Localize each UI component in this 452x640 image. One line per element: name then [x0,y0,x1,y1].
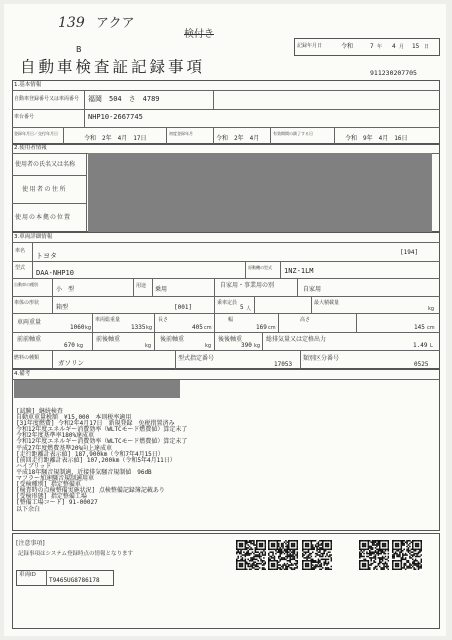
displacement-value: 1.49 [413,342,428,349]
rear-rear-axle-label: 後後軸重 [218,336,243,343]
width-label: 幅 [228,317,234,323]
front-front-axle-unit: kg [77,343,84,349]
note-line: [前回走行距離計表示値] 107,200km（令和5年4月11日） [16,456,176,464]
record-date-month-unit: 月 [399,44,405,50]
class-number-label: 類別区分番号 [303,355,340,362]
rear-front-axle-label: 後前軸重 [160,336,185,343]
notice-text: 記録事項はシステム登録時点の情報となります [18,551,133,557]
front-front-axle-value: 670 [64,342,75,349]
base-location-label: 使用の本拠の位置 [15,214,72,221]
user-address-label: 使用者の住所 [22,186,68,193]
note-line: マフラー加速騒音規制適用車 [16,475,95,483]
capacity-value: 5 [240,304,244,311]
note-line: 令和12年度エネルギー消費効率（WLTCモード燃費値）算定未了 [16,438,188,446]
gross-weight-unit: kg [146,325,153,331]
issue-date-label: 登録年月日／交付年月日 [14,131,58,136]
kind-value: 小 型 [56,286,75,293]
note-line: 令和12年度エネルギー消費効率（WLTCモード燃費値）算定未了 [16,426,188,434]
shape-label: 車体の形状 [14,300,40,306]
weight-value: 1060 [70,324,85,331]
reg-number-value: 福岡 504 さ 4789 [88,95,160,103]
capacity-label: 乗車定員 [217,300,238,306]
capacity-unit: 人 [246,306,252,312]
first-reg-label: 初度登録年月 [169,131,193,136]
expiry-value: 令和 9年 4月 16日 [345,135,408,142]
qr-code-2 [268,540,298,570]
record-date-year-unit: 年 [377,44,383,50]
record-date-day-unit: 日 [424,44,430,50]
max-load-label: 最大積載量 [314,300,340,306]
issue-date-value: 令和 2年 4月 17日 [84,135,147,142]
note-line: 平成18年騒音規制適，近接排気騒音規制値 96dB [16,468,152,476]
record-date-day: 15 [412,43,420,50]
displacement-unit: L [430,343,433,349]
maker-code: [194] [400,249,419,256]
note-line: [受検種別] 指定整備車 [16,481,81,489]
notice-header: [注意事項] [16,540,45,547]
front-front-axle-label: 前前軸重 [17,336,42,343]
expiry-label: 有効期間の満了する日 [273,131,313,136]
record-date-label: 記録年月日 [297,43,323,49]
qr-code-1 [236,540,266,570]
purpose-value: 自家用 [303,286,322,293]
weight-unit: kg [85,325,92,331]
section3-header: 3.車両詳細情報 [14,234,53,240]
redacted-user-info [88,153,432,232]
letter-b: B [76,45,82,54]
purpose-label: 自家用・事業用の別 [220,282,275,289]
use-value: 乗用 [155,286,168,293]
record-date-year: 7 [370,43,374,50]
width-unit: cm [268,325,276,331]
record-date-month: 4 [392,43,396,50]
note-line: [整備工場コード] 91-00027 [16,499,98,507]
note-line: 自動車重量税額 ¥15,000 本則税率適用 [16,414,132,422]
section1-header: 1.基本情報 [14,82,42,88]
chassis-value: NHP10-2667745 [88,113,143,121]
qr-code-5 [392,540,422,570]
handwritten-scribble: 検付き [184,29,214,40]
note-line: 以下余白 [16,505,41,513]
shape-code: [001] [174,304,193,311]
height-unit: cm [427,325,435,331]
note-line: [試験] 継続検査 [16,408,63,415]
note-line: [受検形態] 指定整備工場 [16,493,87,501]
front-rear-axle-label: 前後軸重 [96,336,121,343]
note-line: [走行距離計表示値] 187,900km（令和7年4月15日） [16,450,164,458]
class-number-value: 0525 [414,361,429,368]
user-name-label: 使用者の氏名又は名称 [15,161,76,168]
fuel-value: ガソリン [58,359,84,367]
gross-weight-value: 1335 [131,324,146,331]
length-value: 405 [192,324,203,331]
height-value: 145 [414,324,425,331]
note-line: ハイブリッド [16,462,52,470]
maker-label: 車名 [15,248,26,254]
length-unit: cm [204,325,212,331]
kind-label: 自動車の種別 [14,282,38,287]
engine-value: 1NZ-1LM [284,267,314,275]
width-value: 169 [256,324,267,331]
front-rear-axle-unit: kg [145,343,152,349]
model-label: 型式 [15,265,26,271]
note-line: 令和2年度基準率180%達成車 [16,432,95,440]
use-label: 用途 [136,283,147,289]
car-id-label: 車両ID [19,572,36,578]
document-number: 911230207705 [370,69,417,77]
section2-header: 2.使用者情報 [14,145,47,151]
fuel-label: 燃料の種類 [14,355,40,361]
rear-rear-axle-value: 390 [241,342,252,349]
gross-weight-label: 車両総重量 [95,317,121,323]
length-label: 長さ [158,317,169,323]
first-reg-value: 令和 2年 4月 [216,135,260,142]
rear-rear-axle-unit: kg [254,343,261,349]
reg-number-label: 自動車登録番号又は車両番号 [14,96,80,102]
qr-code-4 [359,540,389,570]
shape-value: 箱型 [56,304,69,311]
type-number-label: 型式指定番号 [178,355,215,362]
weight-label: 車両重量 [17,319,42,326]
note-line: [検査時の点検整備実施状況] 点検整備記録簿記載あり [16,487,165,495]
record-date-era: 令和 [341,43,354,50]
notes-block [16,409,316,513]
document-title: 自動車検査証記録事項 [20,58,206,76]
rear-front-axle-unit: kg [205,343,212,349]
section4-header: 4.備考 [14,371,31,377]
note-line: 平成27年度燃費基準20%向上達成車 [16,444,113,452]
type-number-value: 17053 [274,361,293,368]
note-line: [31年度燃費] 令和2年4月17日 新規登録 免税措置済み [16,420,175,428]
car-id-value: T9465UG8786178 [49,577,100,584]
qr-code-3 [302,540,332,570]
displacement-label: 総排気量又は定格出力 [266,336,327,343]
model-value: DAA-NHP10 [36,269,74,277]
handwritten-number: 139 [58,15,85,31]
engine-label: 原動機の型式 [248,265,272,270]
maker-value: トヨタ [36,252,57,260]
handwritten-model: アクア [96,16,135,31]
redacted-notes [14,380,180,398]
height-label: 高さ [300,317,311,323]
max-load-unit: kg [428,306,435,312]
chassis-label: 車台番号 [14,114,35,120]
